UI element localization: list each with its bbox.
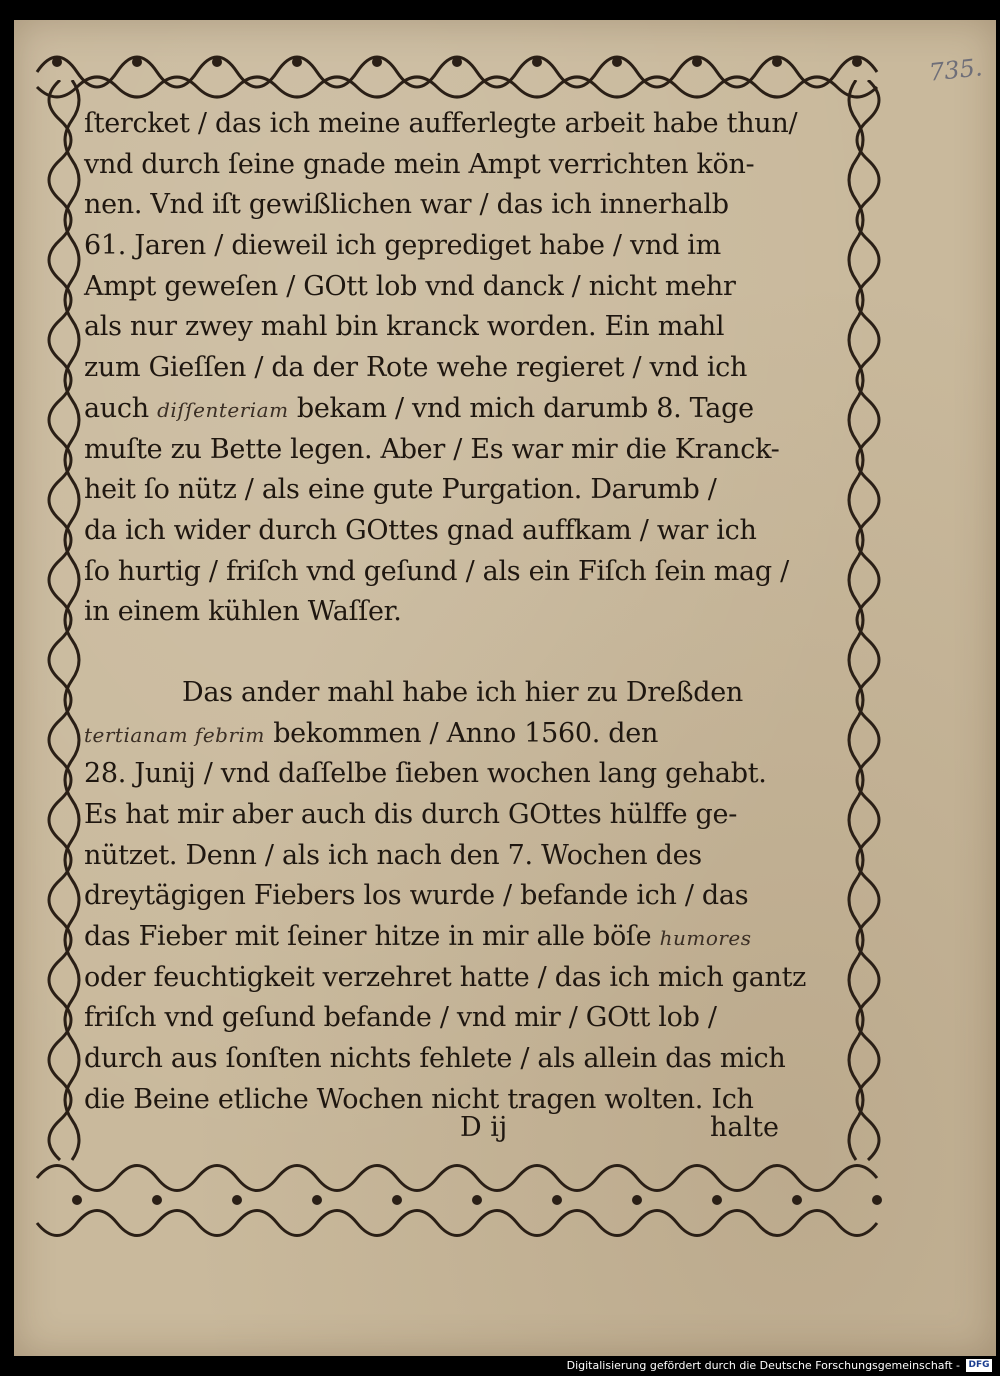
text-line [84, 714, 844, 755]
ornamental-border-top [32, 32, 894, 110]
text-line: durch aus ſonſten nichts fehlete / als allein das mich [84, 1043, 786, 1075]
text-line: ſo hurtig / friſch vnd geſund / als ein Fiſch ſein mag / [84, 555, 789, 587]
latin-term: humores [659, 926, 752, 951]
funding-credit: Digitalisierung gefördert durch die Deutsche Forschungsgemeinschaft - [566, 1359, 960, 1372]
text-line: Es hat mir aber auch dis durch GOttes hülffe ge- [84, 799, 738, 830]
book-page [14, 20, 996, 1356]
text-line: oder feuchtigkeit verzehret hatte / das ich mich gantz [84, 961, 807, 993]
text-line: Ampt geweſen / GOtt lob vnd danck / nicht mehr [84, 270, 736, 302]
catchword: halte [710, 1112, 779, 1143]
text-line: 28. Junij / vnd daſſelbe ſieben wochen lang gehabt. [84, 758, 767, 790]
text-line: heit ſo nütz / als eine gute Purgation. Darumb / [84, 474, 717, 506]
text-line: da ich wider durch GOttes gnad auffkam / war ich [84, 514, 757, 546]
text-fragment: das Fieber mit ſeiner hitze in mir alle böſe [84, 921, 652, 953]
text-fragment: bekommen / Anno 1560. den [273, 717, 659, 749]
latin-term: diſſenteriam [157, 397, 289, 422]
text-line [84, 389, 844, 430]
text-line: die Beine etliche Wochen nicht tragen wolten. Ich [84, 1083, 754, 1115]
text-line: nützet. Denn / als ich nach den 7. Wochen des [84, 839, 702, 871]
text-line: Das ander mahl habe ich hier zu Dreßden [182, 676, 743, 708]
text-line: vnd durch ſeine gnade mein Ampt verrichten kön- [84, 148, 755, 180]
paragraph-gap [84, 633, 844, 673]
text-line: dreytägigen Fiebers los wurde / befande ich / das [84, 880, 749, 912]
ornamental-border-bottom [32, 1148, 894, 1258]
main-text [84, 104, 844, 1121]
ornamental-border-left [32, 80, 88, 1170]
footer-bar [0, 1356, 1000, 1376]
text-fragment: bekam / vnd mich darumb 8. Tage [296, 392, 754, 424]
text-line: zum Gieſſen / da der Rote wehe regieret / vnd ich [84, 352, 748, 384]
latin-term: tertianam febrim [84, 722, 265, 747]
text-line [84, 917, 844, 958]
page-number: 735. [927, 53, 984, 87]
text-line: ſtercket / das ich meine aufferlegte arbeit habe thun/ [84, 108, 798, 139]
text-line: 61. Jaren / dieweil ich geprediget habe / vnd im [84, 230, 721, 262]
text-line: nen. Vnd iſt gewißlichen war / das ich innerhalb [84, 189, 729, 221]
dfg-logo: DFG [966, 1359, 992, 1372]
text-line: als nur zwey mahl bin kranck worden. Ein mahl [84, 311, 725, 343]
text-fragment: auch [84, 392, 149, 424]
text-line: muſte zu Bette legen. Aber / Es war mir die Kranck- [84, 433, 780, 465]
signature-line [84, 1112, 844, 1152]
signature-mark: D ij [460, 1112, 508, 1143]
ornamental-border-right [840, 80, 896, 1170]
text-line: friſch vnd geſund befande / vnd mir / GOtt lob / [84, 1002, 717, 1034]
text-line: in einem kühlen Waſſer. [84, 596, 402, 628]
